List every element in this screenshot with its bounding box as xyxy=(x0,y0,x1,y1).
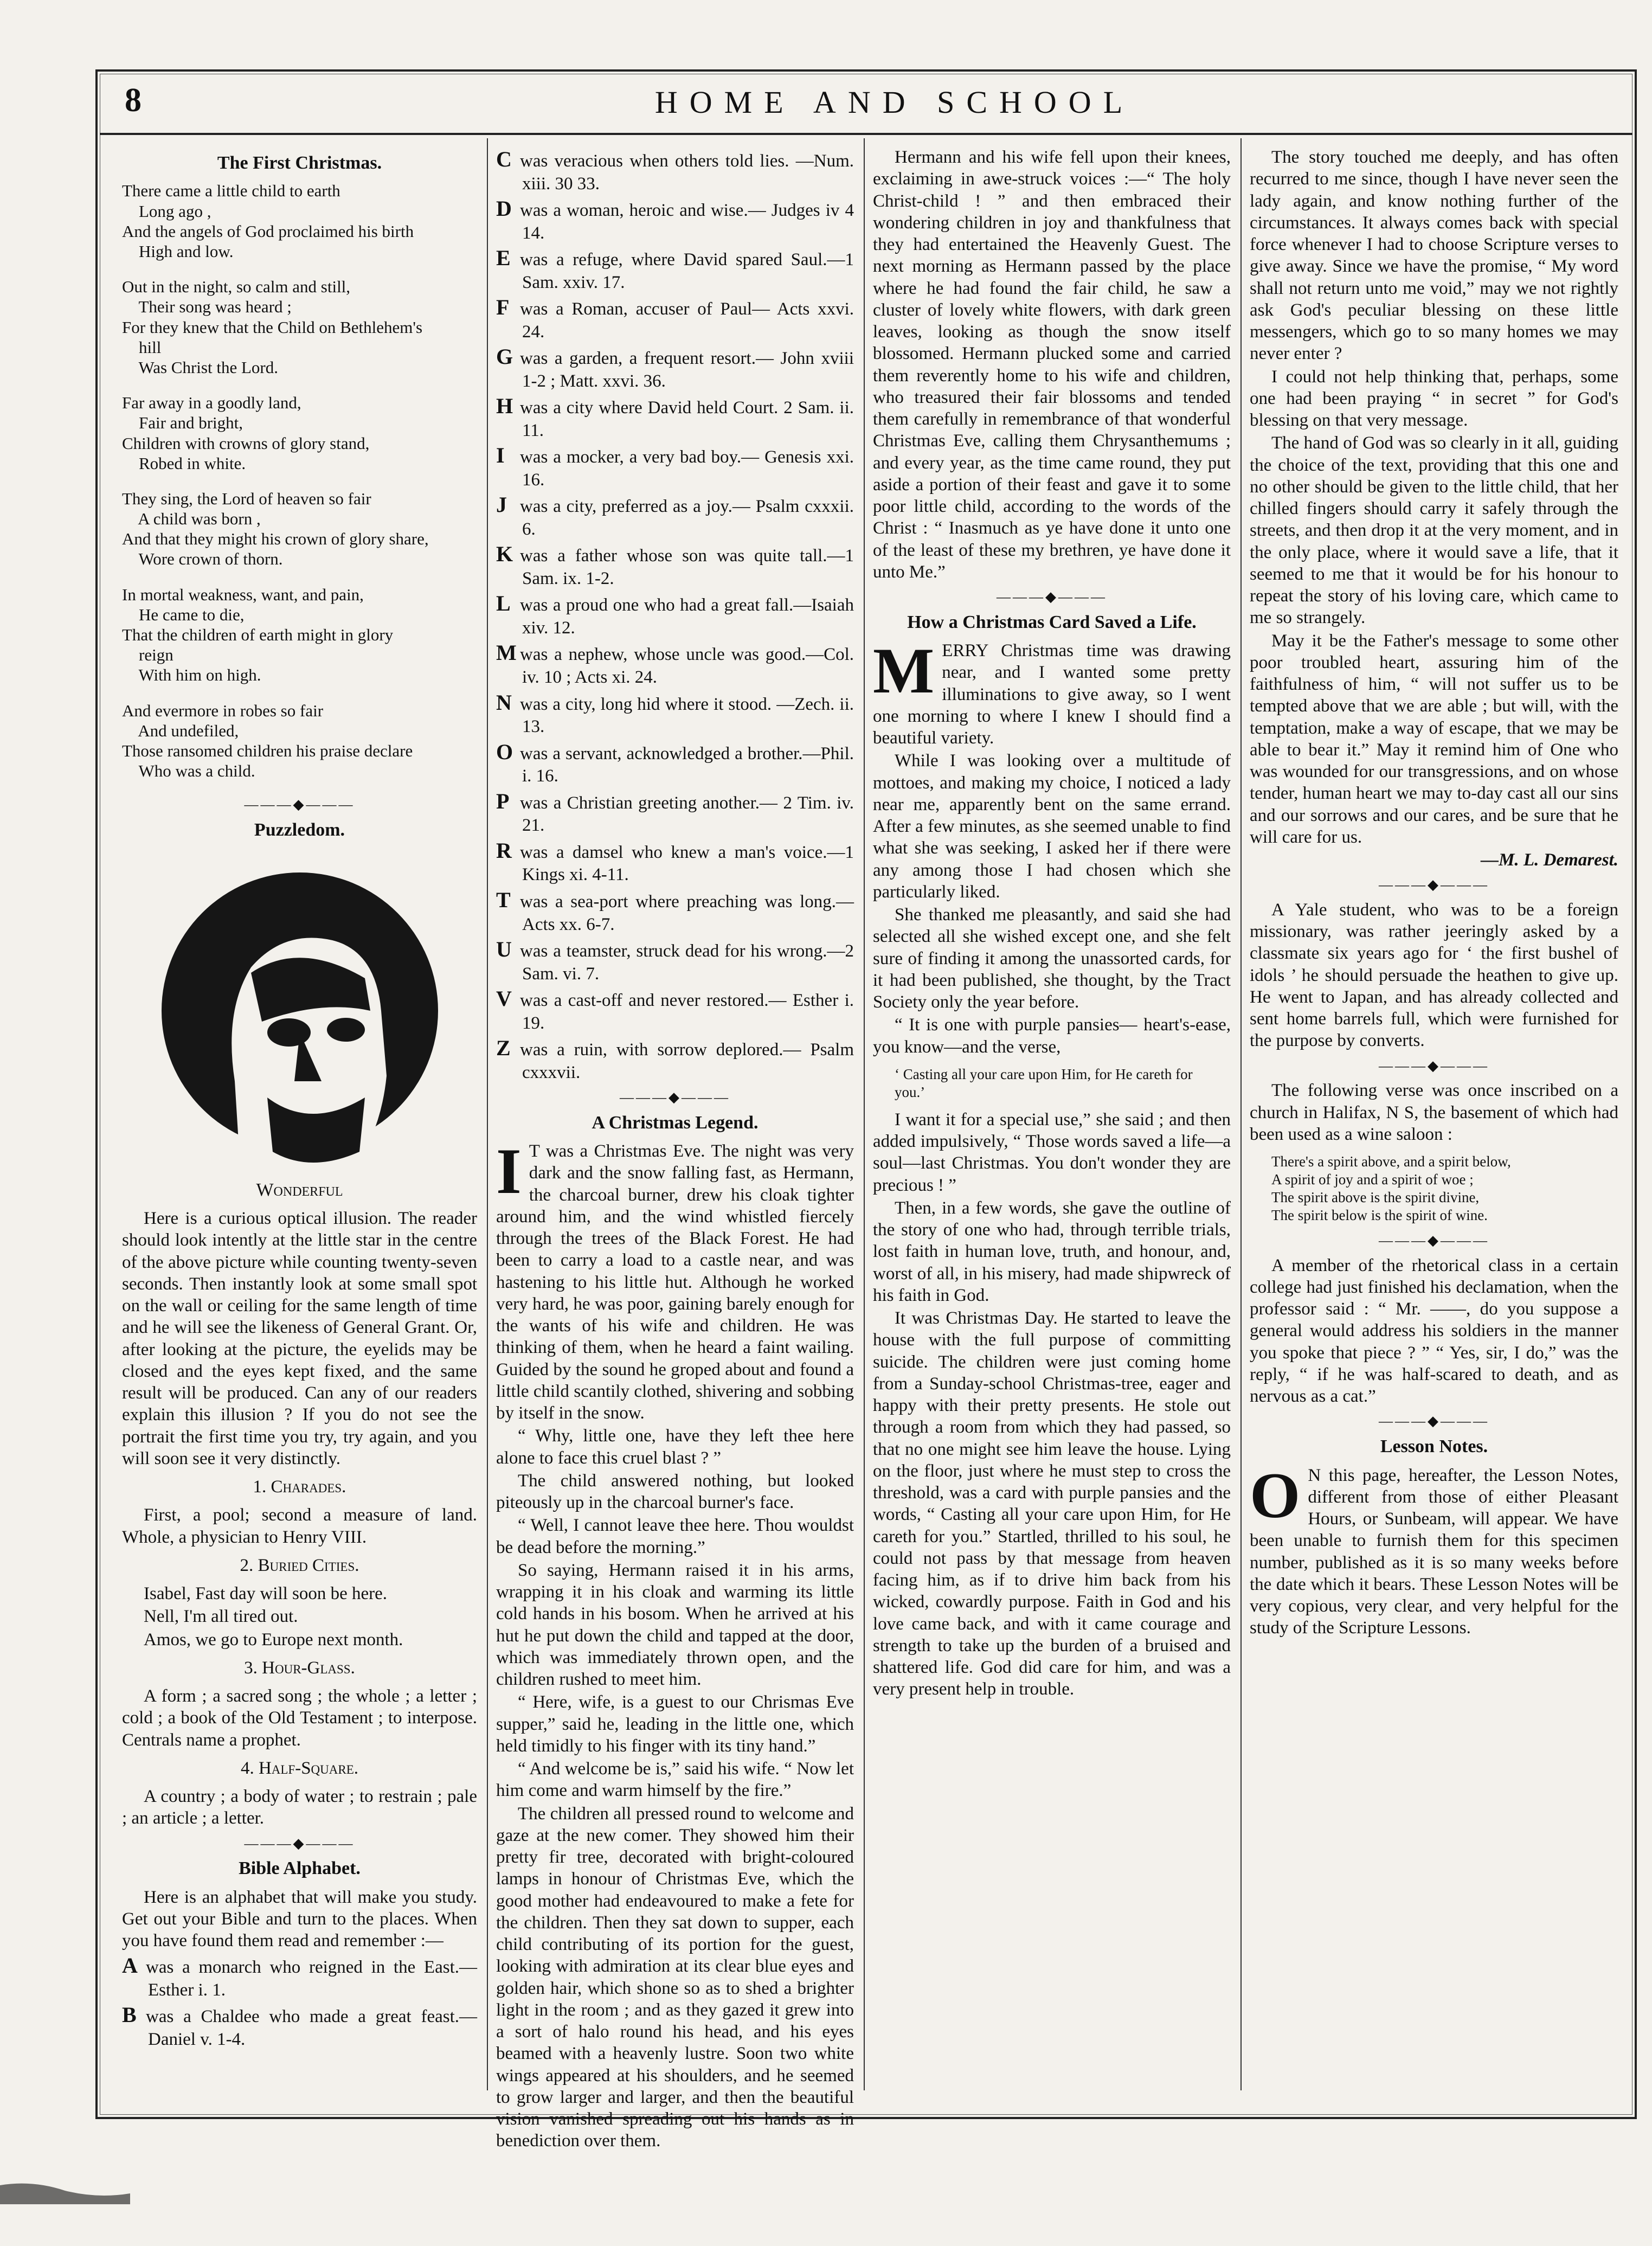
poem-line: hill xyxy=(122,337,162,357)
alphabet-letter: M xyxy=(496,640,517,665)
alphabet-entry xyxy=(496,887,854,935)
card-story xyxy=(873,634,1231,1700)
poem-stanza xyxy=(122,393,477,473)
alphabet-text: was a woman, heroic and wise.— Judges iv 4 14. xyxy=(520,201,854,243)
alphabet-text: was a Chaldee who made a great feast.—Daniel v. 1-4. xyxy=(146,2007,477,2050)
legend-paragraph: “ Why, little one, have they left thee here alone to face this cruel blast ? ” xyxy=(496,1426,854,1468)
alphabet-letter: I xyxy=(496,443,505,468)
legend-story xyxy=(496,1135,854,2152)
alphabet-entry xyxy=(122,2002,477,2050)
poem-stanza xyxy=(122,181,477,261)
alphabet-entry xyxy=(496,690,854,738)
column-rule xyxy=(1240,138,1242,2090)
alphabet-entry xyxy=(496,393,854,441)
poem-stanza xyxy=(122,701,477,781)
alphabet-text: was a Roman, accuser of Paul— Acts xxvi. 24. xyxy=(520,299,854,342)
verse-line: The spirit below is the spirit of wine. xyxy=(1271,1207,1488,1223)
column-3 xyxy=(873,146,1231,2099)
portrait-illusion-image xyxy=(159,848,441,1173)
alphabet-entry xyxy=(496,294,854,343)
alphabet-list xyxy=(122,1953,477,2050)
alphabet-entry xyxy=(496,838,854,886)
alphabet-entry xyxy=(496,788,854,837)
puzzle-text: A form ; a sacred song ; the whole ; a letter ; cold ; a book of the Old Testament ; to interpose. Centrals name a prophet. xyxy=(122,1686,477,1750)
alphabet-letter: L xyxy=(496,591,511,616)
alphabet-text: was a city, long hid where it stood. —Zech. ii. 13. xyxy=(520,694,854,737)
poem-line: Wore crown of thorn. xyxy=(122,549,283,569)
poem-line: Far away in a goodly land, xyxy=(122,393,301,413)
card-paragraph: May it be the Father's message to some other poor troubled heart, assuring him of the faithfulness of him, “ will not suffer us to be tempted above that we are able ; but will, with the temptation, make a way of escape, that we may be able to bear it.” May it remind him of One who was wounded for our transgressions, and on whose tender, human heart we may to-day cast all our sins and our sorrows and our cares, and be sure that he will care for us. xyxy=(1250,631,1618,847)
card-paragraph: I want it for a special use,” she said ; and then added impulsively, “ Those words saved a life—a soul—last Christmas. You don't wonder they are precious ! ” xyxy=(873,1109,1231,1195)
portrait-caption: Wonderful xyxy=(256,1179,343,1200)
alphabet-entry xyxy=(496,492,854,540)
alphabet-entry xyxy=(496,541,854,589)
poem-line: High and low. xyxy=(122,242,234,261)
ornament-divider: ———◆——— xyxy=(1379,1057,1489,1074)
card-paragraph: While I was looking over a multitude of mottoes, and making my choice, I noticed a lady near me, apparently bent on the same errand. After a few minutes, as she seemed unable to find what she was seeking, I asked her if there were any among those I had chosen which she particularly liked. xyxy=(873,751,1231,902)
alphabet-entry xyxy=(496,640,854,688)
poem-line: And that they might his crown of glory share, xyxy=(122,529,429,549)
poem-line: He came to die, xyxy=(122,605,245,624)
poem-line: In mortal weakness, want, and pain, xyxy=(122,585,364,604)
poem-stanza xyxy=(122,277,477,377)
poem-line: For they knew that the Child on Bethlehem's xyxy=(122,317,423,337)
drop-cap: I xyxy=(496,1135,522,1208)
alphabet-letter: B xyxy=(122,2003,137,2027)
alphabet-text: was a servant, acknowledged a brother.—Phil. i. 16. xyxy=(520,743,854,786)
ornament-divider: ———◆——— xyxy=(1379,1413,1489,1429)
alphabet-letter: F xyxy=(496,295,510,320)
alphabet-letter: D xyxy=(496,196,512,221)
ornament-divider: ———◆——— xyxy=(1379,1232,1489,1248)
puzzle-heading: 1. Charades. xyxy=(253,1477,346,1497)
card-paragraph: The hand of God was so clearly in it all, guiding the choice of the text, providing that this one and no other should be given to the little child, that her chilled fingers should carry it safely through the streets, and then drop it at the very moment, and in the only place, where it would save a life, that it seemed to me that it would be for his honour to repeat the story of his loving care, which came to me so strangely. xyxy=(1250,433,1618,628)
alphabet-text: was veracious when others told lies. —Num. xiii. 30 33. xyxy=(520,151,854,194)
alphabet-text: was a proud one who had a great fall.—Isaiah xiv. 12. xyxy=(520,595,854,638)
poem-line: A child was born , xyxy=(122,509,261,529)
verse-line: There's a spirit above, and a spirit below, xyxy=(1271,1153,1511,1170)
alphabet-letter: G xyxy=(496,344,513,369)
alphabet-text: was a sea-port where preaching was long.—Acts xx. 6-7. xyxy=(520,891,854,934)
alphabet-text: was a mocker, a very bad boy.— Genesis xxi. 16. xyxy=(520,447,854,490)
poem-line: There came a little child to earth xyxy=(122,181,340,201)
alphabet-entry xyxy=(122,1953,477,2001)
lesson-text: N this page, hereafter, the Lesson Notes, different from those of either Pleasant Hours, or Sunbeam, will appear. We have been unable to furnish them for this specimen number, published as it is so many weeks before the date which it bears. These Lesson Notes will be very copious, very clear, and very helpful for the study of the Scripture Lessons. xyxy=(1250,1465,1618,1638)
card-text: ERRY Christmas time was drawing near, and I wanted some pretty illuminations to give away, so I went one morning to where I knew I should find a beautiful variety. xyxy=(873,641,1231,748)
card-quote: ‘ Casting all your care upon Him, for He careth for you.’ xyxy=(895,1066,1193,1100)
puzzle-line: Nell, I'm all tired out. xyxy=(144,1607,298,1627)
ornament-divider: ———◆——— xyxy=(1379,877,1489,893)
puzzle-intro: Here is a curious optical illusion. The reader should look intently at the little star in the centre of the above picture while counting twenty-seven seconds. Then instantly look at some small spot on the wall or ceiling for the same length of time and he will see the likeness of General Grant. Or, after looking at the picture, the eyelids may be closed and the eyes kept fixed, and the same result will be produced. Can any of our readers explain this illusion ? If you do not see the portrait the first time you try, try again, and you will soon see it very distinctly. xyxy=(122,1209,477,1468)
alphabet-letter: K xyxy=(496,542,513,567)
verse-line: A spirit of joy and a spirit of woe ; xyxy=(1271,1171,1474,1188)
alphabet-text: was a father whose son was quite tall.—1 Sam. ix. 1-2. xyxy=(520,546,854,589)
halifax-paragraph: The following verse was once inscribed on a church in Halifax, N S, the basement of which had been used as a wine saloon : xyxy=(1250,1081,1618,1144)
alphabet-text: was a damsel who knew a man's voice.—1 Kings xi. 4-11. xyxy=(520,842,854,885)
alphabet-entry xyxy=(496,196,854,244)
poem-line: Fair and bright, xyxy=(122,413,243,433)
legend-text: T was a Christmas Eve. The night was very dark and the snow falling fast, as Hermann, the charcoal burner, drew his cloak tighter around him, and the wind whistled fiercely through the trees of the Black Forest. He had been to carry a load to a castle near, and was hastening to his little hut. Although he worked very hard, he was poor, gaining barely enough for the wants of his wife and children. He was thinking of them, when he heard a faint wailing. Guided by the sound he groped about and found a little child scantily clothed, shivering and sobbing by itself in the snow. xyxy=(496,1141,854,1423)
alphabet-letter: P xyxy=(496,788,510,813)
alphabet-entry xyxy=(496,936,854,985)
section-title: Lesson Notes. xyxy=(1380,1436,1488,1457)
poem-line: That the children of earth might in glory xyxy=(122,625,394,645)
legend-paragraph: “ And welcome be is,” said his wife. “ Now let him come and warm himself by the fire.” xyxy=(496,1759,854,1801)
ornament-divider: ———◆——— xyxy=(244,1835,355,1851)
legend-paragraph: “ Well, I cannot leave thee here. Thou wouldst be dead before the morning.” xyxy=(496,1516,854,1557)
alphabet-text: was a nephew, whose uncle was good.—Col. iv. 10 ; Acts xi. 24. xyxy=(520,645,854,688)
legend-paragraph xyxy=(496,1135,854,1424)
card-paragraph: “ It is one with purple pansies— heart's-ease, you know—and the verse, xyxy=(873,1015,1231,1057)
poem-line: Long ago , xyxy=(122,201,211,221)
section-title: A Christmas Legend. xyxy=(592,1112,758,1133)
alphabet-text: was a ruin, with sorrow deplored.— Psalm cxxxvii. xyxy=(520,1039,854,1082)
card-paragraph: It was Christmas Day. He started to leave the house with the full purpose of committing suicide. The children were just coming home from a Sunday-school Christmas-tree, eager and happy with their pretty presents. He stole out through a room from which they had passed, so that no one might see him leave the house. Lying on the floor, just where he must step to cross the threshold, was a card with purple pansies and the words, “ Casting all your care upon Him, for He careth for you.” Startled, thrilled to his soul, he could not pass by that message from heaven facing him, as if to drive him back from his wicked, cowardly purpose. Faith in God and his love came back, and with it came courage and strength to take up the burden of a bruised and shattered life. God did care for him, and was a very present help in trouble. xyxy=(873,1308,1231,1699)
svg-text:*: * xyxy=(313,1051,319,1065)
poem-line: Robed in white. xyxy=(122,453,246,473)
alphabet-text: was a city, preferred as a joy.— Psalm cxxxii. 6. xyxy=(520,497,854,540)
legend-paragraph: The child answered nothing, but looked piteously up in the charcoal burner's face. xyxy=(496,1471,854,1513)
rhetorical-paragraph: A member of the rhetorical class in a certain college had just finished his declamation, when the professor said : “ Mr. ——, do you suppose a general would address his soldiers in the manner you spoke that piece ? ” “ Yes, sir, I do,” was the reply, “ if he was half-scared to death, and as nervous as a cat.” xyxy=(1250,1255,1618,1407)
alphabet-letter: R xyxy=(496,838,512,863)
yale-paragraph: A Yale student, who was to be a foreign missionary, was rather jeeringly asked by a classmate six years ago for ‘ the first bushel of idols ’ he should persuade the heathen to give up. He went to Japan, and has already collected and sent home barrels full, which were furnished for the purpose by converts. xyxy=(1250,900,1618,1051)
poem xyxy=(122,181,477,781)
card-paragraph: The story touched me deeply, and has often recurred to me since, though I have never seen the lady again, and know nothing further of the circumstances. It always comes back with special force whenever I had to choose Scripture verses to give away. Since we have the promise, “ My word shall not return unto me void,” may we not rightly ask God's peculiar blessing on these little messengers, which go to so many homes we may never enter ? xyxy=(1250,147,1618,364)
verse-line: The spirit above is the spirit divine, xyxy=(1271,1189,1480,1206)
alphabet-letter: O xyxy=(496,739,513,764)
halifax-verse xyxy=(1271,1153,1597,1224)
alphabet-entry xyxy=(496,245,854,293)
puzzle-text: First, a pool; second a measure of land. Whole, a physician to Henry VIII. xyxy=(122,1505,477,1547)
drop-cap: O xyxy=(1250,1459,1301,1531)
puzzle-line: Amos, we go to Europe next month. xyxy=(144,1629,403,1650)
poem-line: Those ransomed children his praise declare xyxy=(122,741,413,760)
alphabet-text: was a Christian greeting another.— 2 Tim. iv. 21. xyxy=(520,793,854,836)
poem-line: And the angels of God proclaimed his birth xyxy=(122,221,414,241)
alphabet-letter: Z xyxy=(496,1035,511,1060)
alphabet-text: was a cast-off and never restored.— Esther i. 19. xyxy=(520,990,854,1033)
card-paragraph: Then, in a few words, she gave the outline of the story of one who had, through terrible trials, lost faith in human love, truth, and honour, and, worst of all, in his misery, had made shipwreck of his faith in God. xyxy=(873,1198,1231,1305)
section-title: How a Christmas Card Saved a Life. xyxy=(907,612,1197,632)
poem-line: Was Christ the Lord. xyxy=(122,357,278,377)
card-paragraph: She thanked me pleasantly, and said she had selected all she wished except one, and she felt sure of finding it among the unassorted cards, for it had been published, she thought, by the Tract Society only the year before. xyxy=(873,905,1231,1012)
scan-smudge-image xyxy=(0,2174,141,2207)
legend-paragraph: “ Here, wife, is a guest to our Chrismas Eve supper,” said he, leading in the little one, which held timidly to his finger with its tiny hand.” xyxy=(496,1692,854,1756)
column-2 xyxy=(496,146,854,2151)
alphabet-letter: T xyxy=(496,887,511,912)
alphabet-letter: J xyxy=(496,492,507,517)
puzzle-heading: 3. Hour-Glass. xyxy=(244,1658,355,1678)
alphabet-entry xyxy=(496,739,854,787)
column-rule xyxy=(864,138,865,2090)
poem-line: Who was a child. xyxy=(122,761,255,781)
page-number: 8 xyxy=(125,82,142,119)
alphabet-entry xyxy=(496,986,854,1034)
poem-line: reign xyxy=(122,645,173,665)
alphabet-letter: U xyxy=(496,936,512,961)
alphabet-letter: V xyxy=(496,986,512,1011)
poem-title: The First Christmas. xyxy=(217,153,382,173)
poem-line: They sing, the Lord of heaven so fair xyxy=(122,489,371,508)
legend-paragraph: Hermann and his wife fell upon their knees, exclaiming in awe-struck voices :—“ The holy Christ-child ! ” and then embraced their wondering children in joy and thankfulness that they had entertained the Heavenly Guest. The next morning as Hermann passed by the place where he had found the fair child, he saw a cluster of lovely white flowers, with dark green leaves, looking as though the snow itself blossomed. Hermann plucked some and carried them reverently home to his wife and children, who treasured their fair blossoms and tended them carefully in remembrance of that wonderful Christmas Eve, calling them Chrysanthemums ; and every year, as the time came round, they put aside a portion of their feast and gave it to some poor little child, according to the words of the Christ : “ Inasmuch as ye have done it unto one of the least of these my brethren, ye have done it unto Me.” xyxy=(873,147,1231,582)
header-rule xyxy=(100,133,1632,135)
column-rule xyxy=(487,138,488,2090)
puzzle-text: A country ; a body of water ; to restrain ; pale ; an article ; a letter. xyxy=(122,1787,477,1828)
alphabet-entry xyxy=(496,344,854,392)
alphabet-letter: N xyxy=(496,690,512,715)
card-paragraph xyxy=(873,634,1231,749)
puzzle-heading: 4. Half-Square. xyxy=(240,1758,359,1778)
poem-line: With him on high. xyxy=(122,665,261,685)
alphabet-entry xyxy=(496,1035,854,1083)
alphabet-entry xyxy=(496,442,854,491)
card-story-continued xyxy=(1250,146,1618,848)
puzzle-heading: 2. Buried Cities. xyxy=(240,1555,359,1575)
section-title: Puzzledom. xyxy=(254,820,345,840)
column-4 xyxy=(1250,146,1618,2099)
ornament-divider: ———◆——— xyxy=(244,797,355,813)
alphabet-text: was a city where David held Court. 2 Sam. ii. 11. xyxy=(520,398,854,441)
alphabet-intro: Here is an alphabet that will make you study. Get out your Bible and turn to the places. When you have found them read and remember :— xyxy=(122,1887,477,1951)
alphabet-letter: H xyxy=(496,394,513,419)
alphabet-text: was a garden, a frequent resort.— John xviii 1-2 ; Matt. xxvi. 36. xyxy=(520,349,854,391)
alphabet-entry xyxy=(496,146,854,195)
alphabet-letter: C xyxy=(496,147,512,171)
poem-stanza xyxy=(122,489,477,569)
alphabet-list xyxy=(496,146,854,1083)
poem-line: And undefiled, xyxy=(122,721,239,740)
alphabet-letter: E xyxy=(496,246,511,271)
ornament-divider: ———◆——— xyxy=(620,1089,730,1105)
poem-line: Children with crowns of glory stand, xyxy=(122,433,370,453)
signature: —M. L. Demarest. xyxy=(1481,850,1618,870)
masthead-title: HOME AND SCHOOL xyxy=(654,85,1135,120)
column-1 xyxy=(122,146,477,2099)
alphabet-letter: A xyxy=(122,1953,138,1978)
drop-cap: M xyxy=(873,634,935,707)
poem-line: Out in the night, so calm and still, xyxy=(122,277,351,297)
poem-line: And evermore in robes so fair xyxy=(122,701,324,720)
alphabet-text: was a monarch who reigned in the East.—Esther i. 1. xyxy=(146,1958,477,2000)
poem-stanza xyxy=(122,585,477,685)
alphabet-entry xyxy=(496,591,854,639)
ornament-divider: ———◆——— xyxy=(997,589,1107,605)
card-paragraph: I could not help thinking that, perhaps, some one had been praying “ in secret ” for God's blessing on that very message. xyxy=(1250,367,1618,430)
legend-story-continued xyxy=(873,146,1231,583)
legend-paragraph: The children all pressed round to welcome and gaze at the new comer. They showed him their pretty fir tree, decorated with bright-coloured lamps in honour of Christmas Eve, which the good mother had endeavoured to make a fete for the children. Then they sat down to supper, each child contributing of its portion for the guest, looking with admiration at its clear blue eyes and golden hair, which shone so as to shed a brighter light in the room ; and as they gazed it grew into a sort of halo round his head, and his eyes beamed with a heavenly lustre. Soon two white wings appeared at his shoulders, and he seemed to grow larger and larger, and then the beautiful vision vanished spreading out his hands as in benediction over them. xyxy=(496,1804,854,2151)
alphabet-text: was a refuge, where David spared Saul.—1 Sam. xxiv. 17. xyxy=(520,250,854,292)
legend-paragraph: So saying, Hermann raised it in his arms, wrapping it in his cloak and warming its little cold hands in his bosom. When he arrived at his hut he put down the child and tapped at the door, which was immediately thrown open, and the children rushed to meet him. xyxy=(496,1560,854,1690)
section-title: Bible Alphabet. xyxy=(239,1858,361,1879)
poem-line: Their song was heard ; xyxy=(122,297,292,317)
alphabet-text: was a teamster, struck dead for his wrong.—2 Sam. vi. 7. xyxy=(520,941,854,984)
puzzle-line: Isabel, Fast day will soon be here. xyxy=(144,1584,388,1603)
